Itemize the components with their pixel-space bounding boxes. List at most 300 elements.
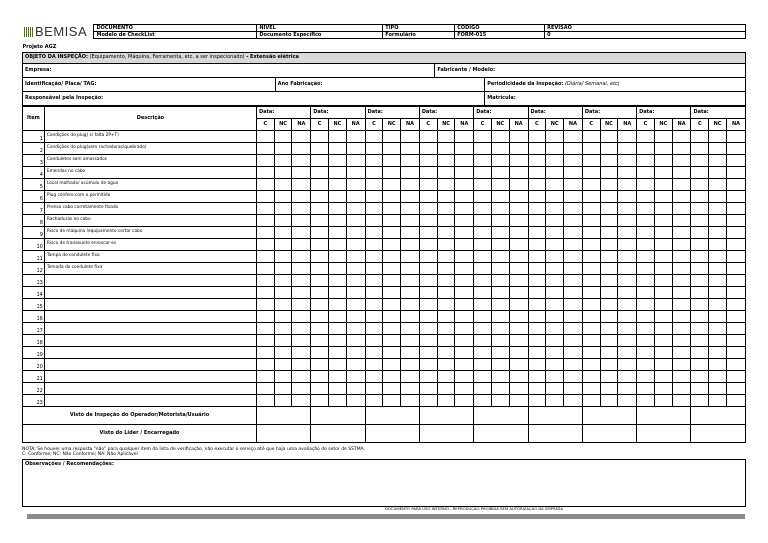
check-cell[interactable] <box>256 238 274 250</box>
check-cell[interactable] <box>365 382 383 394</box>
check-cell[interactable] <box>491 178 509 190</box>
check-cell[interactable] <box>637 322 655 334</box>
check-cell[interactable] <box>383 274 401 286</box>
check-cell[interactable] <box>346 322 365 334</box>
check-cell[interactable] <box>365 334 383 346</box>
check-cell[interactable] <box>437 274 455 286</box>
check-cell[interactable] <box>401 370 420 382</box>
check-cell[interactable] <box>528 346 546 358</box>
check-cell[interactable] <box>654 214 672 226</box>
check-cell[interactable] <box>474 214 492 226</box>
check-cell[interactable] <box>618 262 637 274</box>
check-cell[interactable] <box>528 214 546 226</box>
check-cell[interactable] <box>437 358 455 370</box>
check-cell[interactable] <box>365 310 383 322</box>
check-cell[interactable] <box>672 286 691 298</box>
check-cell[interactable] <box>654 202 672 214</box>
check-cell[interactable] <box>600 238 618 250</box>
check-cell[interactable] <box>691 190 709 202</box>
check-cell[interactable] <box>346 142 365 154</box>
check-cell[interactable] <box>491 262 509 274</box>
check-cell[interactable] <box>528 250 546 262</box>
check-cell[interactable] <box>328 346 346 358</box>
check-cell[interactable] <box>546 202 564 214</box>
check-cell[interactable] <box>455 370 474 382</box>
check-cell[interactable] <box>600 166 618 178</box>
check-cell[interactable] <box>346 262 365 274</box>
check-cell[interactable] <box>672 394 691 406</box>
check-cell[interactable] <box>726 190 745 202</box>
check-cell[interactable] <box>637 370 655 382</box>
check-cell[interactable] <box>401 394 420 406</box>
check-cell[interactable] <box>618 286 637 298</box>
check-cell[interactable] <box>365 166 383 178</box>
check-cell[interactable] <box>528 394 546 406</box>
check-cell[interactable] <box>546 298 564 310</box>
check-cell[interactable] <box>455 310 474 322</box>
check-cell[interactable] <box>654 286 672 298</box>
check-cell[interactable] <box>437 346 455 358</box>
check-cell[interactable] <box>691 154 709 166</box>
check-cell[interactable] <box>328 142 346 154</box>
check-cell[interactable] <box>637 190 655 202</box>
check-cell[interactable] <box>528 370 546 382</box>
check-cell[interactable] <box>292 190 311 202</box>
check-cell[interactable] <box>365 130 383 142</box>
check-cell[interactable] <box>274 322 292 334</box>
check-cell[interactable] <box>726 274 745 286</box>
check-cell[interactable] <box>311 322 329 334</box>
check-cell[interactable] <box>474 166 492 178</box>
check-cell[interactable] <box>383 154 401 166</box>
check-cell[interactable] <box>455 298 474 310</box>
check-cell[interactable] <box>292 286 311 298</box>
check-cell[interactable] <box>491 358 509 370</box>
check-cell[interactable] <box>328 310 346 322</box>
check-cell[interactable] <box>401 358 420 370</box>
check-cell[interactable] <box>691 250 709 262</box>
check-cell[interactable] <box>600 262 618 274</box>
check-cell[interactable] <box>582 166 600 178</box>
check-cell[interactable] <box>401 382 420 394</box>
check-cell[interactable] <box>419 274 437 286</box>
check-cell[interactable] <box>509 322 528 334</box>
check-cell[interactable] <box>654 130 672 142</box>
check-cell[interactable] <box>437 370 455 382</box>
check-cell[interactable] <box>383 238 401 250</box>
check-cell[interactable] <box>637 142 655 154</box>
check-cell[interactable] <box>546 310 564 322</box>
check-cell[interactable] <box>274 214 292 226</box>
check-cell[interactable] <box>618 358 637 370</box>
check-cell[interactable] <box>437 394 455 406</box>
check-cell[interactable] <box>311 166 329 178</box>
check-cell[interactable] <box>691 238 709 250</box>
check-cell[interactable] <box>618 382 637 394</box>
check-cell[interactable] <box>582 346 600 358</box>
check-cell[interactable] <box>726 154 745 166</box>
check-cell[interactable] <box>564 358 583 370</box>
check-cell[interactable] <box>637 202 655 214</box>
check-cell[interactable] <box>691 346 709 358</box>
check-cell[interactable] <box>600 298 618 310</box>
check-cell[interactable] <box>654 250 672 262</box>
check-cell[interactable] <box>672 226 691 238</box>
check-cell[interactable] <box>491 334 509 346</box>
check-cell[interactable] <box>256 262 274 274</box>
check-cell[interactable] <box>564 310 583 322</box>
check-cell[interactable] <box>582 310 600 322</box>
check-cell[interactable] <box>328 262 346 274</box>
check-cell[interactable] <box>274 286 292 298</box>
check-cell[interactable] <box>637 298 655 310</box>
check-cell[interactable] <box>274 346 292 358</box>
check-cell[interactable] <box>311 130 329 142</box>
check-cell[interactable] <box>672 130 691 142</box>
check-cell[interactable] <box>491 310 509 322</box>
check-cell[interactable] <box>672 250 691 262</box>
check-cell[interactable] <box>474 250 492 262</box>
check-cell[interactable] <box>365 346 383 358</box>
check-cell[interactable] <box>292 130 311 142</box>
check-cell[interactable] <box>546 334 564 346</box>
check-cell[interactable] <box>474 370 492 382</box>
check-cell[interactable] <box>365 238 383 250</box>
check-cell[interactable] <box>455 274 474 286</box>
check-cell[interactable] <box>401 334 420 346</box>
check-cell[interactable] <box>726 130 745 142</box>
check-cell[interactable] <box>437 226 455 238</box>
check-cell[interactable] <box>600 250 618 262</box>
check-cell[interactable] <box>654 262 672 274</box>
check-cell[interactable] <box>256 370 274 382</box>
check-cell[interactable] <box>474 238 492 250</box>
check-cell[interactable] <box>474 310 492 322</box>
check-cell[interactable] <box>491 322 509 334</box>
check-cell[interactable] <box>618 202 637 214</box>
check-cell[interactable] <box>691 382 709 394</box>
check-cell[interactable] <box>546 166 564 178</box>
visto-lider-signature[interactable] <box>474 424 528 442</box>
check-cell[interactable] <box>346 238 365 250</box>
check-cell[interactable] <box>509 262 528 274</box>
check-cell[interactable] <box>564 322 583 334</box>
check-cell[interactable] <box>274 250 292 262</box>
check-cell[interactable] <box>726 238 745 250</box>
check-cell[interactable] <box>637 238 655 250</box>
date-header[interactable]: Data: <box>311 106 365 118</box>
check-cell[interactable] <box>346 178 365 190</box>
check-cell[interactable] <box>419 286 437 298</box>
check-cell[interactable] <box>401 166 420 178</box>
check-cell[interactable] <box>528 154 546 166</box>
date-header[interactable]: Data: <box>637 106 691 118</box>
check-cell[interactable] <box>328 358 346 370</box>
check-cell[interactable] <box>709 334 727 346</box>
check-cell[interactable] <box>491 142 509 154</box>
check-cell[interactable] <box>292 166 311 178</box>
check-cell[interactable] <box>637 214 655 226</box>
check-cell[interactable] <box>691 334 709 346</box>
check-cell[interactable] <box>691 286 709 298</box>
check-cell[interactable] <box>546 154 564 166</box>
check-cell[interactable] <box>600 334 618 346</box>
check-cell[interactable] <box>474 274 492 286</box>
check-cell[interactable] <box>256 310 274 322</box>
check-cell[interactable] <box>383 142 401 154</box>
check-cell[interactable] <box>365 250 383 262</box>
check-cell[interactable] <box>564 178 583 190</box>
check-cell[interactable] <box>528 262 546 274</box>
check-cell[interactable] <box>346 202 365 214</box>
check-cell[interactable] <box>491 238 509 250</box>
check-cell[interactable] <box>437 142 455 154</box>
check-cell[interactable] <box>564 262 583 274</box>
check-cell[interactable] <box>311 346 329 358</box>
check-cell[interactable] <box>292 178 311 190</box>
check-cell[interactable] <box>618 238 637 250</box>
check-cell[interactable] <box>401 202 420 214</box>
check-cell[interactable] <box>491 274 509 286</box>
check-cell[interactable] <box>691 178 709 190</box>
check-cell[interactable] <box>328 394 346 406</box>
check-cell[interactable] <box>546 286 564 298</box>
check-cell[interactable] <box>528 310 546 322</box>
visto-operador-signature[interactable] <box>419 406 473 424</box>
check-cell[interactable] <box>509 346 528 358</box>
check-cell[interactable] <box>346 310 365 322</box>
check-cell[interactable] <box>582 238 600 250</box>
check-cell[interactable] <box>455 190 474 202</box>
check-cell[interactable] <box>528 298 546 310</box>
check-cell[interactable] <box>292 214 311 226</box>
check-cell[interactable] <box>672 142 691 154</box>
check-cell[interactable] <box>328 130 346 142</box>
check-cell[interactable] <box>491 382 509 394</box>
check-cell[interactable] <box>419 358 437 370</box>
check-cell[interactable] <box>491 394 509 406</box>
check-cell[interactable] <box>311 358 329 370</box>
check-cell[interactable] <box>491 154 509 166</box>
check-cell[interactable] <box>274 274 292 286</box>
check-cell[interactable] <box>564 286 583 298</box>
check-cell[interactable] <box>292 346 311 358</box>
check-cell[interactable] <box>654 370 672 382</box>
check-cell[interactable] <box>618 142 637 154</box>
check-cell[interactable] <box>546 226 564 238</box>
check-cell[interactable] <box>274 142 292 154</box>
check-cell[interactable] <box>726 334 745 346</box>
matricula-field[interactable]: Matrícula: <box>485 91 746 105</box>
check-cell[interactable] <box>455 358 474 370</box>
check-cell[interactable] <box>292 358 311 370</box>
check-cell[interactable] <box>654 154 672 166</box>
check-cell[interactable] <box>672 370 691 382</box>
check-cell[interactable] <box>256 274 274 286</box>
check-cell[interactable] <box>691 298 709 310</box>
check-cell[interactable] <box>292 382 311 394</box>
check-cell[interactable] <box>509 226 528 238</box>
check-cell[interactable] <box>419 322 437 334</box>
check-cell[interactable] <box>546 262 564 274</box>
check-cell[interactable] <box>346 382 365 394</box>
check-cell[interactable] <box>311 298 329 310</box>
check-cell[interactable] <box>292 274 311 286</box>
check-cell[interactable] <box>528 226 546 238</box>
check-cell[interactable] <box>346 298 365 310</box>
check-cell[interactable] <box>256 130 274 142</box>
check-cell[interactable] <box>437 190 455 202</box>
check-cell[interactable] <box>509 166 528 178</box>
check-cell[interactable] <box>546 346 564 358</box>
check-cell[interactable] <box>365 202 383 214</box>
check-cell[interactable] <box>726 142 745 154</box>
check-cell[interactable] <box>564 214 583 226</box>
check-cell[interactable] <box>256 250 274 262</box>
check-cell[interactable] <box>672 262 691 274</box>
check-cell[interactable] <box>455 154 474 166</box>
check-cell[interactable] <box>691 370 709 382</box>
check-cell[interactable] <box>256 178 274 190</box>
check-cell[interactable] <box>582 250 600 262</box>
check-cell[interactable] <box>672 346 691 358</box>
visto-operador-signature[interactable] <box>637 406 691 424</box>
check-cell[interactable] <box>328 226 346 238</box>
visto-operador-signature[interactable] <box>691 406 746 424</box>
check-cell[interactable] <box>672 154 691 166</box>
check-cell[interactable] <box>455 322 474 334</box>
check-cell[interactable] <box>274 310 292 322</box>
check-cell[interactable] <box>618 178 637 190</box>
check-cell[interactable] <box>256 358 274 370</box>
check-cell[interactable] <box>455 334 474 346</box>
check-cell[interactable] <box>509 274 528 286</box>
check-cell[interactable] <box>582 370 600 382</box>
check-cell[interactable] <box>474 130 492 142</box>
visto-lider-signature[interactable] <box>582 424 636 442</box>
date-header[interactable]: Data: <box>582 106 636 118</box>
check-cell[interactable] <box>509 358 528 370</box>
check-cell[interactable] <box>691 130 709 142</box>
observacoes-box[interactable] <box>22 459 746 507</box>
check-cell[interactable] <box>618 226 637 238</box>
check-cell[interactable] <box>654 178 672 190</box>
check-cell[interactable] <box>401 154 420 166</box>
check-cell[interactable] <box>311 190 329 202</box>
check-cell[interactable] <box>509 394 528 406</box>
check-cell[interactable] <box>311 214 329 226</box>
check-cell[interactable] <box>256 142 274 154</box>
check-cell[interactable] <box>311 262 329 274</box>
check-cell[interactable] <box>346 154 365 166</box>
check-cell[interactable] <box>365 286 383 298</box>
check-cell[interactable] <box>328 214 346 226</box>
empresa-field[interactable]: Empresa: <box>23 63 435 77</box>
check-cell[interactable] <box>637 310 655 322</box>
check-cell[interactable] <box>726 214 745 226</box>
check-cell[interactable] <box>726 394 745 406</box>
check-cell[interactable] <box>546 214 564 226</box>
check-cell[interactable] <box>564 166 583 178</box>
check-cell[interactable] <box>709 250 727 262</box>
check-cell[interactable] <box>509 298 528 310</box>
check-cell[interactable] <box>600 370 618 382</box>
check-cell[interactable] <box>311 250 329 262</box>
check-cell[interactable] <box>600 214 618 226</box>
check-cell[interactable] <box>365 154 383 166</box>
check-cell[interactable] <box>274 178 292 190</box>
check-cell[interactable] <box>491 166 509 178</box>
check-cell[interactable] <box>654 394 672 406</box>
check-cell[interactable] <box>383 310 401 322</box>
date-header[interactable]: Data: <box>365 106 419 118</box>
check-cell[interactable] <box>726 322 745 334</box>
check-cell[interactable] <box>274 358 292 370</box>
check-cell[interactable] <box>437 250 455 262</box>
check-cell[interactable] <box>419 130 437 142</box>
check-cell[interactable] <box>437 322 455 334</box>
check-cell[interactable] <box>311 334 329 346</box>
check-cell[interactable] <box>546 190 564 202</box>
check-cell[interactable] <box>274 166 292 178</box>
check-cell[interactable] <box>491 190 509 202</box>
check-cell[interactable] <box>365 178 383 190</box>
check-cell[interactable] <box>528 202 546 214</box>
check-cell[interactable] <box>654 322 672 334</box>
identificacao-field[interactable]: Identificação/ Placa/ TAG: <box>23 77 276 91</box>
check-cell[interactable] <box>709 214 727 226</box>
check-cell[interactable] <box>383 358 401 370</box>
check-cell[interactable] <box>637 382 655 394</box>
check-cell[interactable] <box>328 154 346 166</box>
check-cell[interactable] <box>365 214 383 226</box>
check-cell[interactable] <box>383 166 401 178</box>
check-cell[interactable] <box>274 154 292 166</box>
check-cell[interactable] <box>491 286 509 298</box>
check-cell[interactable] <box>311 382 329 394</box>
check-cell[interactable] <box>491 298 509 310</box>
check-cell[interactable] <box>365 190 383 202</box>
check-cell[interactable] <box>455 238 474 250</box>
check-cell[interactable] <box>600 358 618 370</box>
check-cell[interactable] <box>474 190 492 202</box>
check-cell[interactable] <box>691 142 709 154</box>
check-cell[interactable] <box>274 202 292 214</box>
check-cell[interactable] <box>582 202 600 214</box>
check-cell[interactable] <box>709 358 727 370</box>
check-cell[interactable] <box>419 394 437 406</box>
check-cell[interactable] <box>709 154 727 166</box>
check-cell[interactable] <box>672 298 691 310</box>
check-cell[interactable] <box>491 250 509 262</box>
check-cell[interactable] <box>455 178 474 190</box>
check-cell[interactable] <box>546 238 564 250</box>
check-cell[interactable] <box>726 166 745 178</box>
check-cell[interactable] <box>582 214 600 226</box>
check-cell[interactable] <box>564 274 583 286</box>
check-cell[interactable] <box>346 130 365 142</box>
check-cell[interactable] <box>709 190 727 202</box>
check-cell[interactable] <box>346 274 365 286</box>
check-cell[interactable] <box>654 166 672 178</box>
check-cell[interactable] <box>654 358 672 370</box>
check-cell[interactable] <box>401 322 420 334</box>
check-cell[interactable] <box>474 154 492 166</box>
check-cell[interactable] <box>292 250 311 262</box>
check-cell[interactable] <box>328 202 346 214</box>
check-cell[interactable] <box>401 346 420 358</box>
check-cell[interactable] <box>546 250 564 262</box>
